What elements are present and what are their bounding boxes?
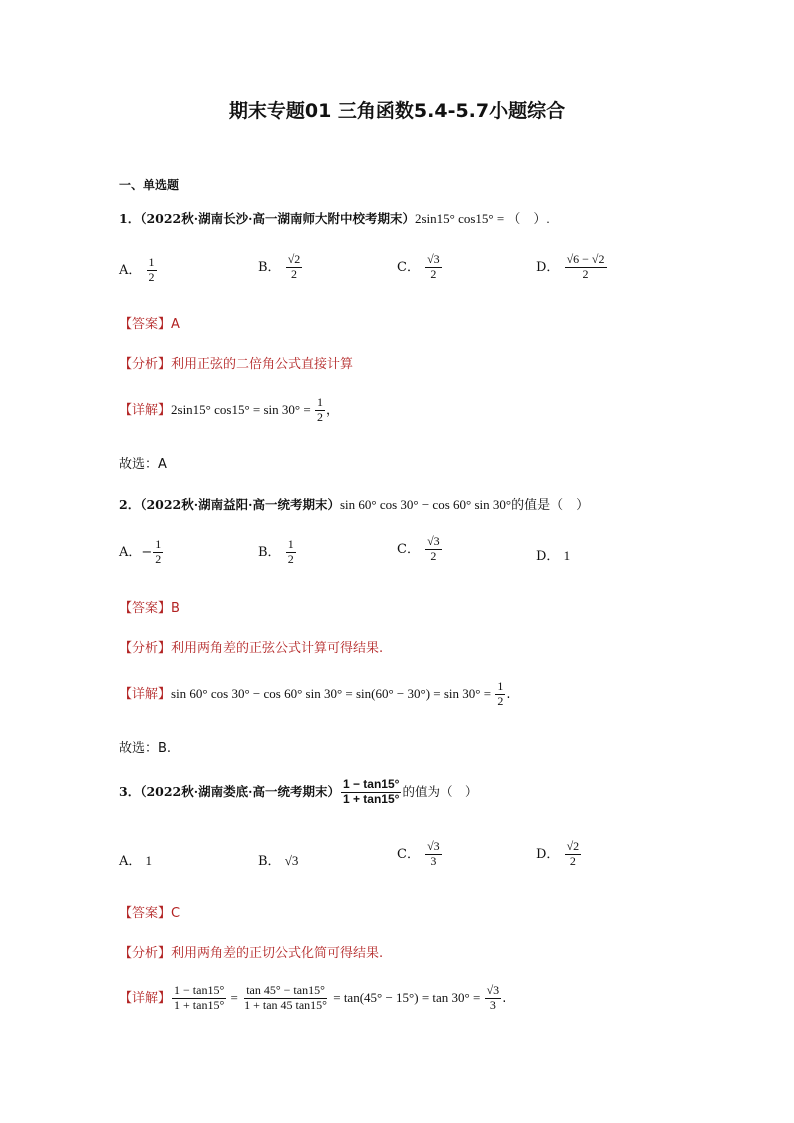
q2-option-c xyxy=(397,535,443,564)
section-heading: 一、单选题 xyxy=(119,178,180,192)
fraction-numerator: 1 xyxy=(497,679,504,693)
option-letter: A． xyxy=(119,854,142,869)
detail-equals: = xyxy=(227,989,242,1005)
detail-fraction xyxy=(495,680,505,709)
q3-detail xyxy=(119,984,506,1013)
option-letter: C． xyxy=(397,259,420,275)
option-value: √3 xyxy=(284,853,299,868)
fraction-numerator: 1 xyxy=(287,537,294,551)
fraction-denominator: 2 xyxy=(291,266,297,281)
option-letter: C． xyxy=(397,541,420,557)
question-2-stem xyxy=(119,494,589,513)
question-source: （2022秋·湖南益阳·高一统考期末） xyxy=(140,497,340,512)
detail-fraction-3 xyxy=(485,984,502,1013)
q1-answer xyxy=(119,313,180,332)
analysis-label: 【分析】 xyxy=(119,641,172,656)
fraction-numerator: tan 45° − tan15° xyxy=(246,983,325,997)
fraction-denominator: 1 + tan15° xyxy=(342,791,400,806)
fraction-numerator: √3 xyxy=(486,983,500,997)
option-letter: D． xyxy=(536,846,560,862)
option-fraction xyxy=(425,535,442,564)
detail-fraction-2 xyxy=(242,984,329,1013)
fraction-denominator: 2 xyxy=(497,693,504,708)
answer-label: 【答案】 xyxy=(119,601,172,616)
q2-analysis xyxy=(119,637,383,656)
fraction-denominator: 2 xyxy=(430,266,437,281)
q3-option-d xyxy=(536,840,582,869)
detail-expression: sin 60° cos 30° − cos 60° sin 30° = sin(60° − 30°) = sin 30° = xyxy=(171,685,495,701)
fraction-numerator: √2 xyxy=(566,839,580,853)
q1-detail xyxy=(119,396,339,425)
q2-option-b xyxy=(258,538,297,567)
option-letter: C． xyxy=(397,846,420,862)
q2-option-a xyxy=(119,538,164,567)
option-value: 1 xyxy=(563,548,571,563)
question-tail: 的值为（ ） xyxy=(402,783,478,799)
detail-tail: . xyxy=(502,990,507,1006)
fraction-numerator: √3 xyxy=(427,839,440,853)
option-letter: B． xyxy=(258,854,281,869)
fraction-denominator: 3 xyxy=(430,853,437,868)
question-number: 3． xyxy=(119,783,141,799)
option-fraction xyxy=(286,538,296,567)
analysis-text: 利用两角差的正弦公式计算可得结果. xyxy=(171,641,384,656)
fraction-numerator: √2 xyxy=(287,252,301,266)
fraction-denominator: 2 xyxy=(430,548,437,563)
q1-option-b xyxy=(258,253,303,282)
detail-label: 【详解】 xyxy=(119,686,172,702)
option-letter: A． xyxy=(119,544,142,560)
fraction-denominator: 1 + tan15° xyxy=(174,997,225,1012)
detail-fraction-1 xyxy=(172,984,226,1013)
detail-expression: = tan(45° − 15°) = tan 30° = xyxy=(329,989,484,1005)
option-fraction xyxy=(565,840,582,869)
fraction-denominator: 3 xyxy=(489,997,496,1012)
q1-analysis xyxy=(119,353,353,372)
q1-option-d xyxy=(536,253,608,282)
option-fraction xyxy=(425,840,442,869)
answer-value: B xyxy=(171,601,180,616)
fraction-numerator: 1 xyxy=(316,395,323,409)
option-sign: − xyxy=(141,544,153,560)
q2-conclusion: 故选：B. xyxy=(119,741,172,756)
detail-label: 【详解】 xyxy=(119,402,172,418)
detail-fraction xyxy=(315,396,325,425)
option-fraction xyxy=(425,253,442,282)
detail-tail: ， xyxy=(325,402,339,418)
question-source: （2022秋·湖南长沙·高一湖南师大附中校考期末） xyxy=(140,211,415,226)
q1-option-a xyxy=(119,256,158,285)
option-fraction xyxy=(565,253,607,282)
fraction-numerator: √6 − √2 xyxy=(566,252,605,266)
question-1-stem xyxy=(119,208,550,227)
fraction-numerator: 1 xyxy=(148,255,155,269)
fraction-denominator: 2 xyxy=(287,551,294,566)
answer-value: A xyxy=(171,317,180,332)
question-3-stem xyxy=(119,778,477,807)
fraction-numerator: √3 xyxy=(427,534,440,548)
question-expression: 2sin15° cos15° = （ ）. xyxy=(414,211,550,226)
question-expression: sin 60° cos 30° − cos 60° sin 30°的值是（ ） xyxy=(339,497,590,512)
q2-option-d xyxy=(536,545,570,564)
page-title: 期末专题01 三角函数5.4-5.7小题综合 xyxy=(228,100,566,122)
analysis-text: 利用两角差的正切公式化简可得结果. xyxy=(171,946,384,961)
option-fraction xyxy=(153,538,163,567)
fraction-numerator: 1 − tan15° xyxy=(342,777,400,791)
question-number: 2． xyxy=(119,497,141,512)
fraction-denominator: 2 xyxy=(148,269,155,284)
fraction-denominator: 1 + tan 45 tan15° xyxy=(244,997,327,1012)
q3-option-c xyxy=(397,840,443,869)
answer-value: C xyxy=(171,906,181,921)
option-letter: A． xyxy=(119,262,142,278)
answer-label: 【答案】 xyxy=(119,317,172,332)
q2-answer xyxy=(119,597,180,616)
fraction-numerator: √3 xyxy=(427,252,440,266)
q3-analysis xyxy=(119,942,383,961)
analysis-label: 【分析】 xyxy=(119,357,172,372)
question-fraction xyxy=(341,778,402,807)
detail-label: 【详解】 xyxy=(119,990,172,1006)
option-letter: D． xyxy=(536,549,560,564)
analysis-label: 【分析】 xyxy=(119,946,172,961)
q3-option-b xyxy=(258,850,298,869)
q3-answer xyxy=(119,902,180,921)
question-source: （2022秋·湖南娄底·高一统考期末） xyxy=(140,783,340,799)
option-fraction xyxy=(286,253,303,282)
fraction-denominator: 2 xyxy=(155,551,162,566)
q3-option-a xyxy=(119,850,152,869)
option-letter: B． xyxy=(258,544,281,560)
detail-tail: . xyxy=(506,686,511,702)
fraction-denominator: 2 xyxy=(316,409,323,424)
question-number: 1． xyxy=(119,211,141,226)
option-value: 1 xyxy=(145,853,153,868)
detail-expression: 2sin15° cos15° = sin 30° = xyxy=(171,401,314,417)
q1-option-c xyxy=(397,253,443,282)
fraction-numerator: 1 − tan15° xyxy=(174,983,225,997)
fraction-denominator: 2 xyxy=(569,853,576,868)
option-letter: D． xyxy=(536,259,560,275)
q1-conclusion: 故选：A xyxy=(119,457,167,472)
option-letter: B． xyxy=(258,259,281,275)
q2-detail xyxy=(119,680,510,709)
fraction-denominator: 2 xyxy=(582,266,589,281)
option-fraction xyxy=(147,256,157,285)
analysis-text: 利用正弦的二倍角公式直接计算 xyxy=(171,357,354,372)
fraction-numerator: 1 xyxy=(155,537,162,551)
answer-label: 【答案】 xyxy=(119,906,172,921)
